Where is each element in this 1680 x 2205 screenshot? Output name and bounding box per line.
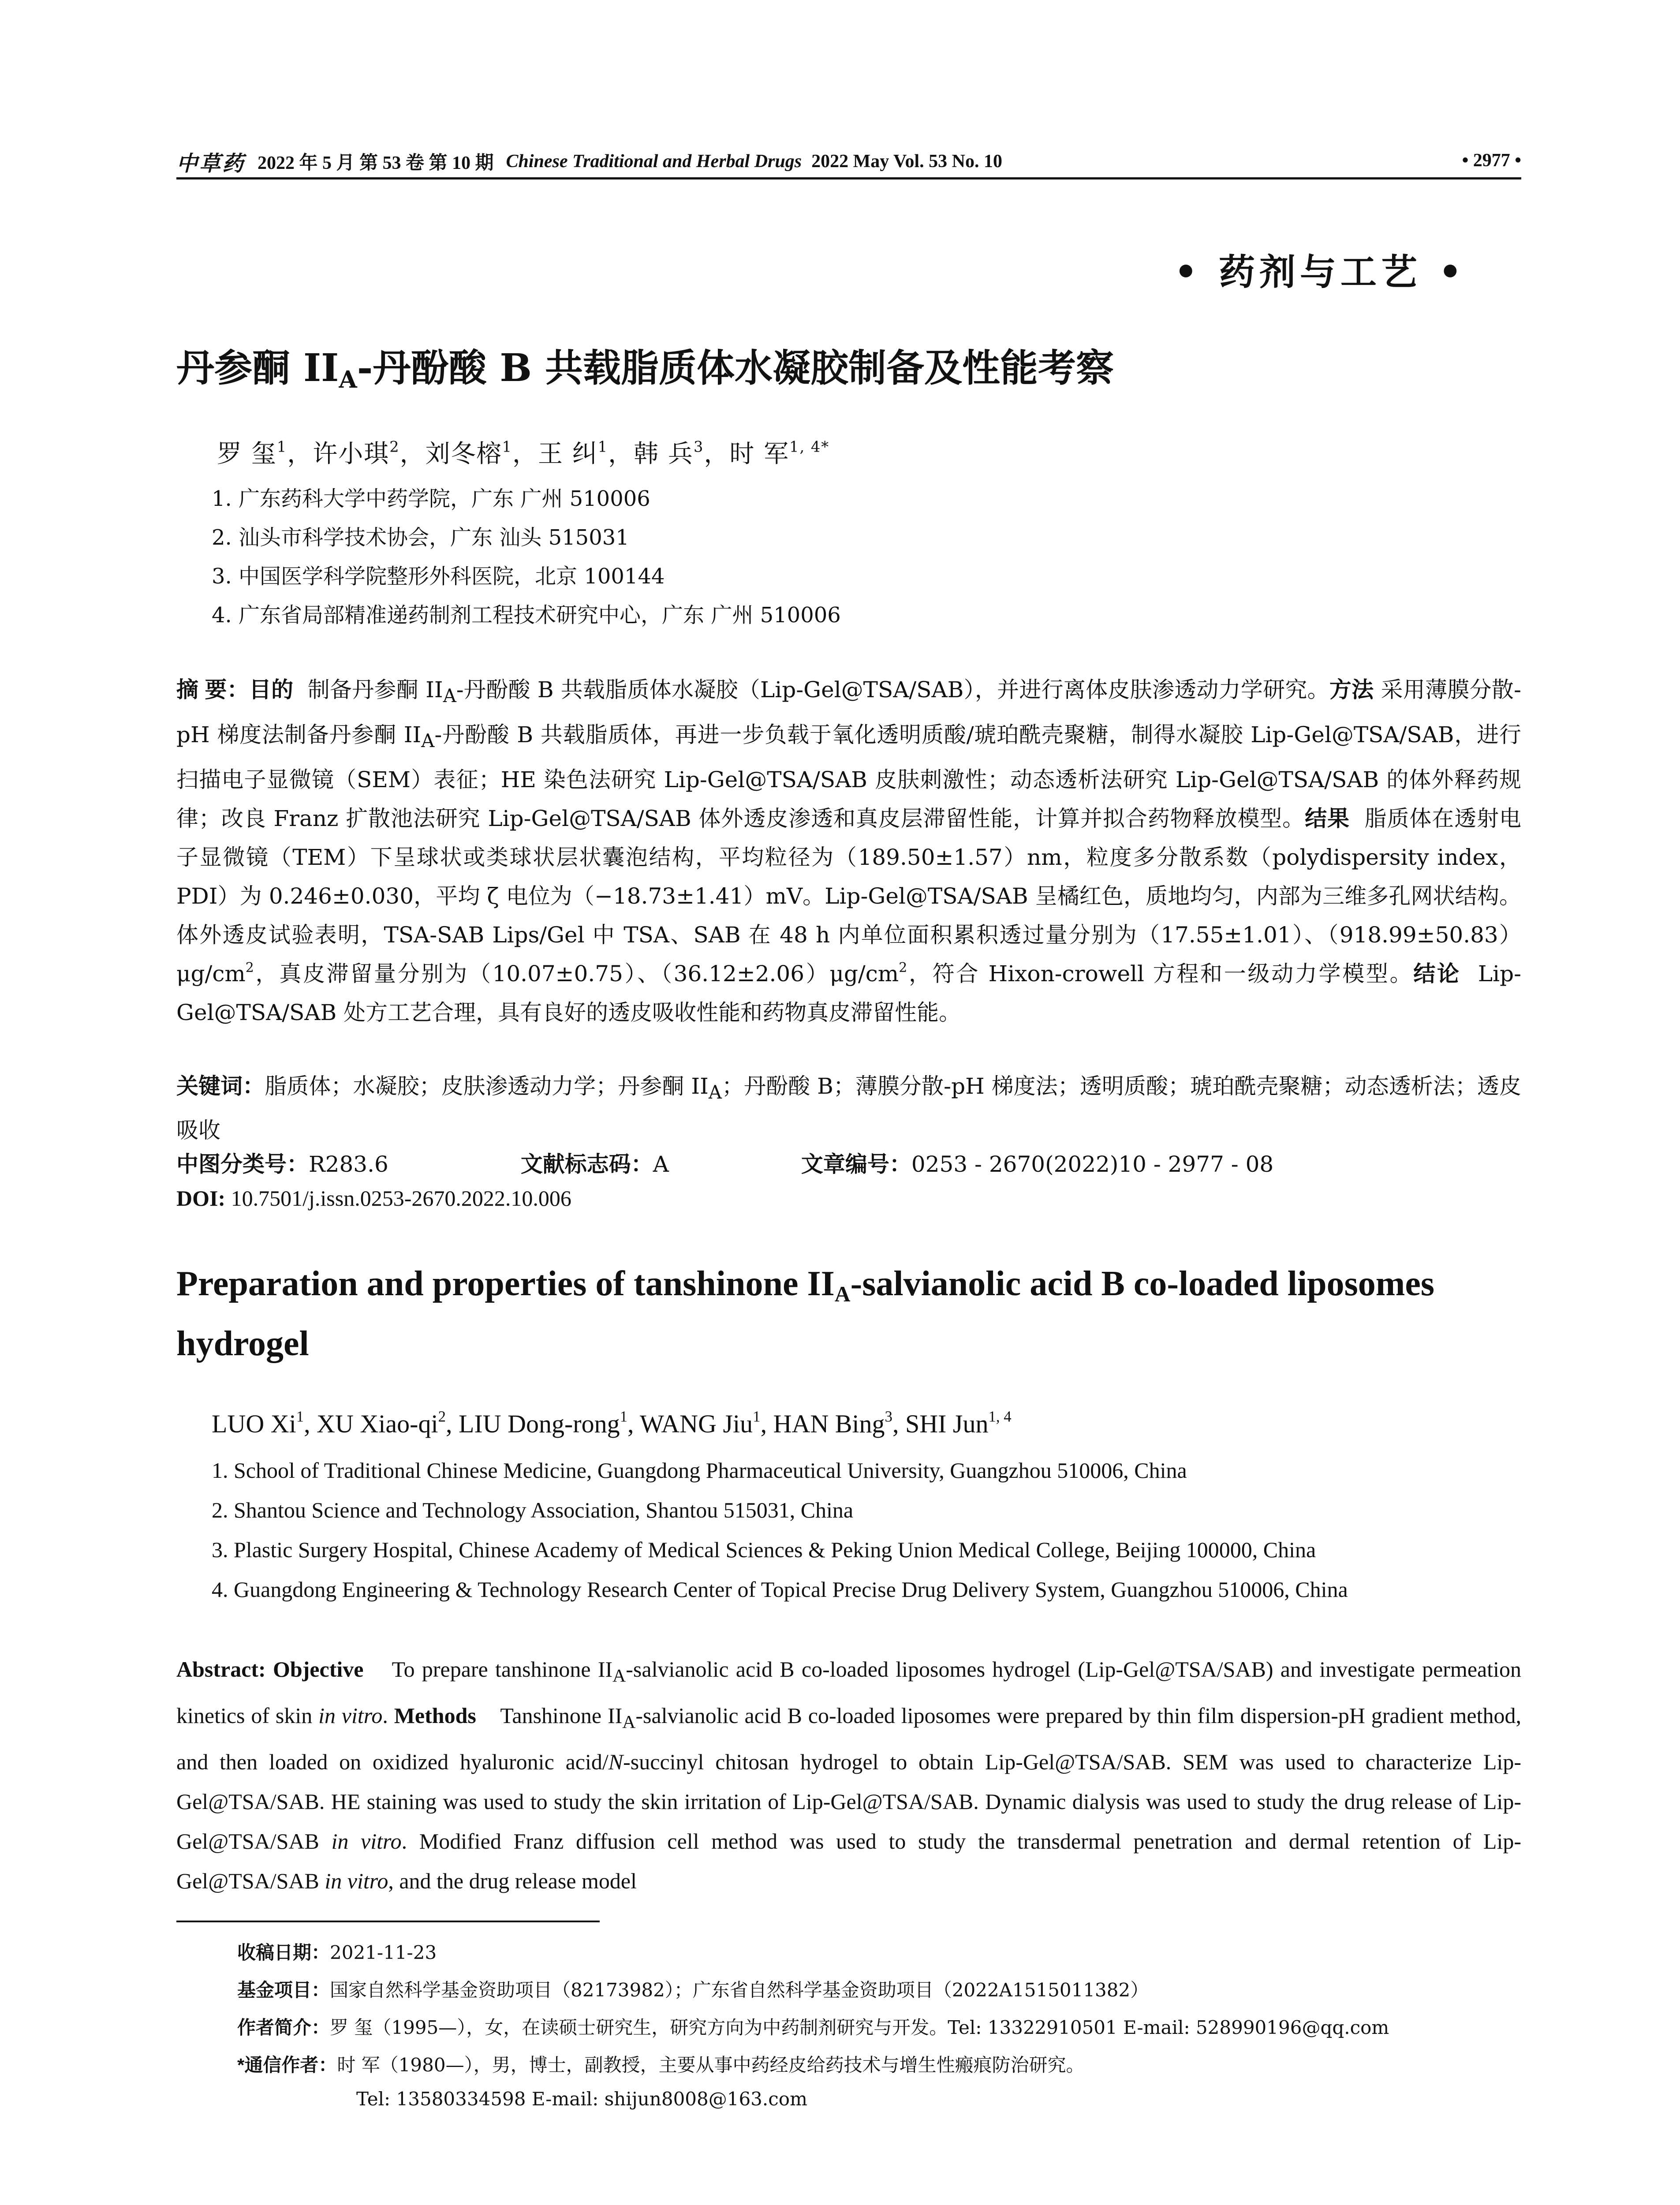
affiliation-cn-1: 1. 广东药科大学中药学院，广东 广州 510006 (212, 486, 650, 511)
classification-line: 中图分类号：R283.6 文献标志码：A 文章编号：0253 - 2670(2022)10 - 2977 - 08 (176, 1151, 1274, 1177)
affiliation-cn-3: 3. 中国医学科学院整形外科医院，北京 100144 (212, 564, 665, 589)
affiliation-cn-4: 4. 广东省局部精准递药制剂工程技术研究中心，广东 广州 510006 (212, 603, 841, 628)
section-heading: • 药剂与工艺 • (1174, 251, 1466, 293)
affiliation-cn-2: 2. 汕头市科学技术协会，广东 汕头 515031 (212, 525, 629, 550)
issue-en: 2022 May Vol. 53 No. 10 (811, 151, 1002, 172)
affiliation-en-1: 1. School of Traditional Chinese Medicine, Guangdong Pharmaceutical University, Guangzhou 510006, China (212, 1458, 1187, 1483)
journal-brand: 中草药 (176, 151, 246, 176)
abstract-en: Abstract: Objective To prepare tanshinone $II_A$-salvianolic acid B co-loaded liposomes hydrogel (Lip-Gel@TSA/SAB) and investigate permeation kinetics of skin in vitro. Methods Tanshinone $II_A$-salvianolic acid B co-loaded liposomes were prepared by thin film dispersion-pH gradient method, and then loaded on oxidized hyaluronic acid/N-succinyl chitosan hydrogel to obtain Lip-Gel@TSA/SAB. SEM was used to characterize Lip-Gel@TSA/SAB. HE staining was used to study the skin irritation of Lip-Gel@TSA/SAB. Dynamic dialysis was used to study the drug release of Lip-Gel@TSA/SAB in vitro. Modified Franz diffusion cell method was used to study the transdermal penetration and dermal retention of Lip-Gel@TSA/SAB in vitro, and the drug release model (176, 1657, 1521, 1893)
title-cn: 丹参酮 $II_A-$丹酚酸 B 共载脂质体水凝胶制备及性能考察 (176, 346, 1114, 393)
doi: DOI: 10.7501/j.issn.0253-2670.2022.10.006 (176, 1186, 571, 1211)
title-en: Preparation and properties of tanshinone $II_A$-salvianolic acid B co-loaded liposomes hydrogel (176, 1264, 1435, 1363)
issue-cn: 2022 年 5 月 第 53 卷 第 10 期 (258, 153, 494, 173)
authors-en: LUO Xi$^1$, XU Xiao-$qi^2$, LIU Dong-rong$^1$, WANG Jiu$^1$, HAN Bing$^3$, SHI Jun$^{1, 4}$ (212, 1408, 1012, 1438)
abstract-cn: 摘 要：目的 制备丹参酮 $II_A-$丹酚酸 B 共载脂质体水凝胶（Lip-Gel@TSA/SAB），并进行离体皮肤渗透动力学研究。方法 采用薄膜分散-pH 梯度法制备丹参酮 $II_A-$丹酚酸 B 共载脂质体，再进一步负载于氧化透明质酸/琥珀酰壳聚糖，制得水凝胶 Lip-Gel@TSA/SAB，进行扫描电子显微镜（SEM）表征；HE 染色法研究 Lip-Gel@TSA/SAB 皮肤刺激性；动态透析法研究 Lip-Gel@TSA/SAB 的体外释药规律；改良 Franz 扩散池法研究 Lip-Gel@TSA/SAB 体外透皮渗透和真皮层滞留性能，计算并拟合药物释放模型。结果 脂质体在透射电子显微镜（TEM）下呈球状或类球状层状囊泡结构，平均粒径为（189.50±1.57）nm，粒度多分散系数（polydispersity index，PDI）为 0.246±0.030，平均 ζ 电位为（−18.73±1.41）mV。Lip-Gel@TSA/SAB 呈橘红色，质地均匀，内部为三维多孔网状结构。体外透皮试验表明，TSA-SAB Lips/Gel 中 TSA、SAB 在 48 h 内单位面积累积透过量分别为（17.55±1.01）、$(918.99\pm 50.83)\mu g/cm^2$，真皮滞留量分别为（10.07±0.75）、$(36.12\pm 2.06)\mu g/cm^2$，符合 Hixon-crowell 方程和一级动力学模型。结论 Lip-Gel@TSA/SAB 处方工艺合理，具有良好的透皮吸收性能和药物真皮滞留性能。 (176, 677, 1522, 1025)
affiliation-en-2: 2. Shantou Science and Technology Association, Shantou 515031, China (212, 1498, 854, 1522)
footnote-funding: 基金项目：国家自然科学基金资助项目（82173982）；广东省自然科学基金资助项目（2022A1515011382） (237, 1979, 1149, 2001)
footnote-author-bio: 作者简介：罗 玺（1995—），女，在读硕士研究生，研究方向为中药制剂研究与开发。Tel: 13322910501 E-mail: 528990196@qq.com (237, 2017, 1389, 2038)
footnote-corresponding: *通信作者：时 军（1980—），男，博士，副教授，主要从事中药经皮给药技术与增生性瘢痕防治研究。 (237, 2054, 1085, 2076)
footnote-received: 收稿日期：2021-11-23 (237, 1942, 437, 1963)
header-rule (176, 177, 1521, 179)
journal-name-en: Chinese Traditional and Herbal Drugs (506, 151, 802, 172)
affiliation-en-3: 3. Plastic Surgery Hospital, Chinese Academy of Medical Sciences & Peking Union Medical College, Beijing 100000, China (212, 1537, 1316, 1562)
footnote-rule (176, 1921, 600, 1922)
affiliation-en-4: 4. Guangdong Engineering & Technology Research Center of Topical Precise Drug Delivery System, Guangzhou 510006, China (212, 1577, 1348, 1602)
keywords-cn: 关键词：脂质体；水凝胶；皮肤渗透动力学；丹参酮 $II_A$；丹酚酸 B；薄膜分散-pH 梯度法；透明质酸；琥珀酰壳聚糖；动态透析法；透皮吸收 (176, 1073, 1521, 1143)
page-number: • 2977 • (1462, 150, 1521, 171)
footnote-contact: Tel: 13580334598 E-mail: shijun8008@163.com (356, 2088, 807, 2110)
running-header (176, 146, 1521, 176)
authors-cn: 罗 玺$^1$，许小琪$^2$，刘冬榕$^1$，王 纠$^1$，韩 兵$^3$，时 军$^{1, 4*}$ (217, 438, 829, 468)
